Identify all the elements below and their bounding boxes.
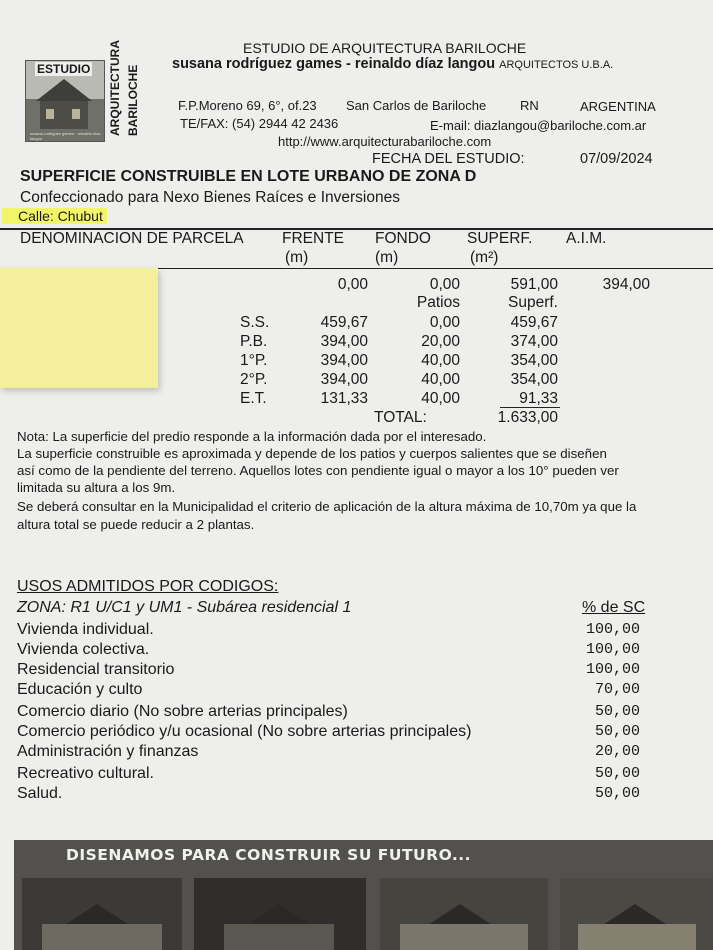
level-area: 394,00 [320, 352, 368, 369]
logo-bariloche-label: BARILOCHE [126, 64, 140, 136]
photo-building [224, 924, 334, 950]
col-frente-unit: (m) [285, 249, 309, 266]
architects: susana rodríguez games - reinaldo díaz langou [172, 56, 496, 72]
phone: TE/FAX: (54) 2944 42 2436 [180, 116, 339, 131]
parcel-aim: 394,00 [602, 276, 650, 293]
parcel-frente: 0,00 [337, 276, 368, 293]
email[interactable]: E-mail: diazlangou@bariloche.com.ar [430, 118, 647, 133]
photo-building [400, 924, 528, 950]
col-superf-unit: (m²) [470, 249, 499, 266]
note-line: limitada su altura a los 9m. [17, 480, 176, 495]
study-title: SUPERFICIE CONSTRUIBLE EN LOTE URBANO DE ZONA D [20, 168, 477, 185]
level-area: 131,33 [320, 390, 368, 407]
uso-label: Comercio diario (No sobre arterias principales) [17, 703, 348, 720]
logo-roof [36, 79, 92, 101]
total-rule [500, 407, 560, 408]
house-photo [560, 878, 713, 950]
level-label: 1°P. [240, 352, 268, 369]
house-photo [22, 878, 182, 950]
prepared-for: Confeccionado para Nexo Bienes Raíces e Inversiones [20, 189, 400, 206]
note-line: así como de la pendiente del terreno. Aquellos lotes con pendiente igual o mayor a los 10° pueden ver [17, 463, 619, 478]
uso-label: Recreativo cultural. [17, 765, 154, 782]
col-fondo: FONDO [375, 230, 431, 247]
level-label: 2°P. [240, 371, 268, 388]
uso-value: 50,00 [594, 785, 640, 802]
country: ARGENTINA [580, 99, 656, 114]
note-line: Se deberá consultar en la Municipalidad el criterio de aplicación de la altura máxima de 10,70m ya que la [17, 499, 637, 514]
address: F.P.Moreno 69, 6°, of.23 [178, 98, 317, 113]
street-highlight: Calle: Chubut [2, 208, 107, 224]
level-superf: 374,00 [510, 333, 558, 350]
website-link[interactable]: http://www.arquitecturabariloche.com [278, 134, 492, 149]
uso-value: 50,00 [594, 723, 640, 740]
level-patios: 20,00 [421, 333, 460, 350]
level-label: E.T. [240, 390, 267, 407]
banner-title: DISENAMOS PARA CONSTRUIR SU FUTURO... [66, 846, 472, 864]
uso-value: 50,00 [594, 765, 640, 782]
architects-names [172, 56, 613, 72]
photo-building [578, 924, 696, 950]
architects-suffix: ARQUITECTOS U.B.A. [499, 59, 614, 71]
note-line: Nota: La superficie del predio responde a la información dada por el interesado. [17, 429, 487, 444]
level-superf: 354,00 [510, 371, 558, 388]
uso-label: Educación y culto [17, 681, 143, 698]
uso-label: Residencial transitorio [17, 661, 175, 678]
uso-label: Administración y finanzas [17, 743, 199, 760]
uso-value: 100,00 [585, 621, 640, 638]
uso-value: 50,00 [594, 703, 640, 720]
studio-name: ESTUDIO DE ARQUITECTURA BARILOCHE [243, 40, 527, 56]
col-superf: SUPERF. [467, 230, 533, 247]
level-patios: 0,00 [429, 314, 460, 331]
usos-zona: ZONA: R1 U/C1 y UM1 - Subárea residencial 1 [17, 599, 352, 616]
col-denominacion: DENOMINACION DE PARCELA [20, 230, 244, 247]
uso-value: 70,00 [594, 681, 640, 698]
footer-banner [14, 840, 713, 950]
uso-value: 20,00 [594, 743, 640, 760]
logo-arquitectura-label: ARQUITECTURA [108, 40, 122, 136]
level-label: S.S. [240, 314, 270, 331]
usos-title: USOS ADMITIDOS POR CODIGOS: [17, 578, 279, 595]
note-line: altura total se puede reducir a 2 plantas. [17, 517, 255, 532]
level-area: 394,00 [320, 371, 368, 388]
sub-header-superf: Superf. [508, 294, 558, 311]
total-value: 1.633,00 [497, 409, 558, 426]
col-aim: A.I.M. [566, 230, 607, 247]
uso-label: Vivienda individual. [17, 621, 154, 638]
logo-window [72, 109, 80, 119]
level-patios: 40,00 [421, 371, 460, 388]
usos-col-header: % de SC [582, 599, 646, 616]
parcel-fondo: 0,00 [429, 276, 460, 293]
level-superf: 91,33 [519, 390, 558, 407]
province: RN [520, 98, 539, 113]
level-superf: 354,00 [510, 352, 558, 369]
uso-label: Comercio periódico y/u ocasional (No sobre arterias principales) [17, 723, 472, 740]
study-date-label: FECHA DEL ESTUDIO: [372, 151, 525, 167]
study-date-value: 07/09/2024 [580, 151, 653, 167]
logo-estudio-label: ESTUDIO [37, 62, 91, 76]
city: San Carlos de Bariloche [346, 98, 487, 113]
total-label: TOTAL: [374, 409, 427, 426]
uso-value: 100,00 [585, 661, 640, 678]
level-patios: 40,00 [421, 352, 460, 369]
level-area: 459,67 [320, 314, 368, 331]
uso-label: Salud. [17, 785, 63, 802]
note-line: La superficie construible es aproximada y depende de los patios y cuerpos salientes que se diseñen [17, 446, 607, 461]
logo-window [46, 109, 54, 119]
col-frente: FRENTE [282, 230, 344, 247]
parcel-superf: 591,00 [510, 276, 558, 293]
level-superf: 459,67 [510, 314, 558, 331]
level-label: P.B. [240, 333, 268, 350]
col-fondo-unit: (m) [375, 249, 399, 266]
uso-label: Vivienda colectiva. [17, 641, 150, 658]
photo-building [42, 924, 162, 950]
sub-header-patios: Patios [416, 294, 460, 311]
house-photo [380, 878, 548, 950]
logo-tagline: susana rodríguez games · reinaldo díaz langou [30, 131, 101, 141]
uso-value: 100,00 [585, 641, 640, 658]
level-area: 394,00 [320, 333, 368, 350]
house-photo [194, 878, 366, 950]
sticky-note [0, 268, 158, 388]
level-patios: 40,00 [421, 390, 460, 407]
